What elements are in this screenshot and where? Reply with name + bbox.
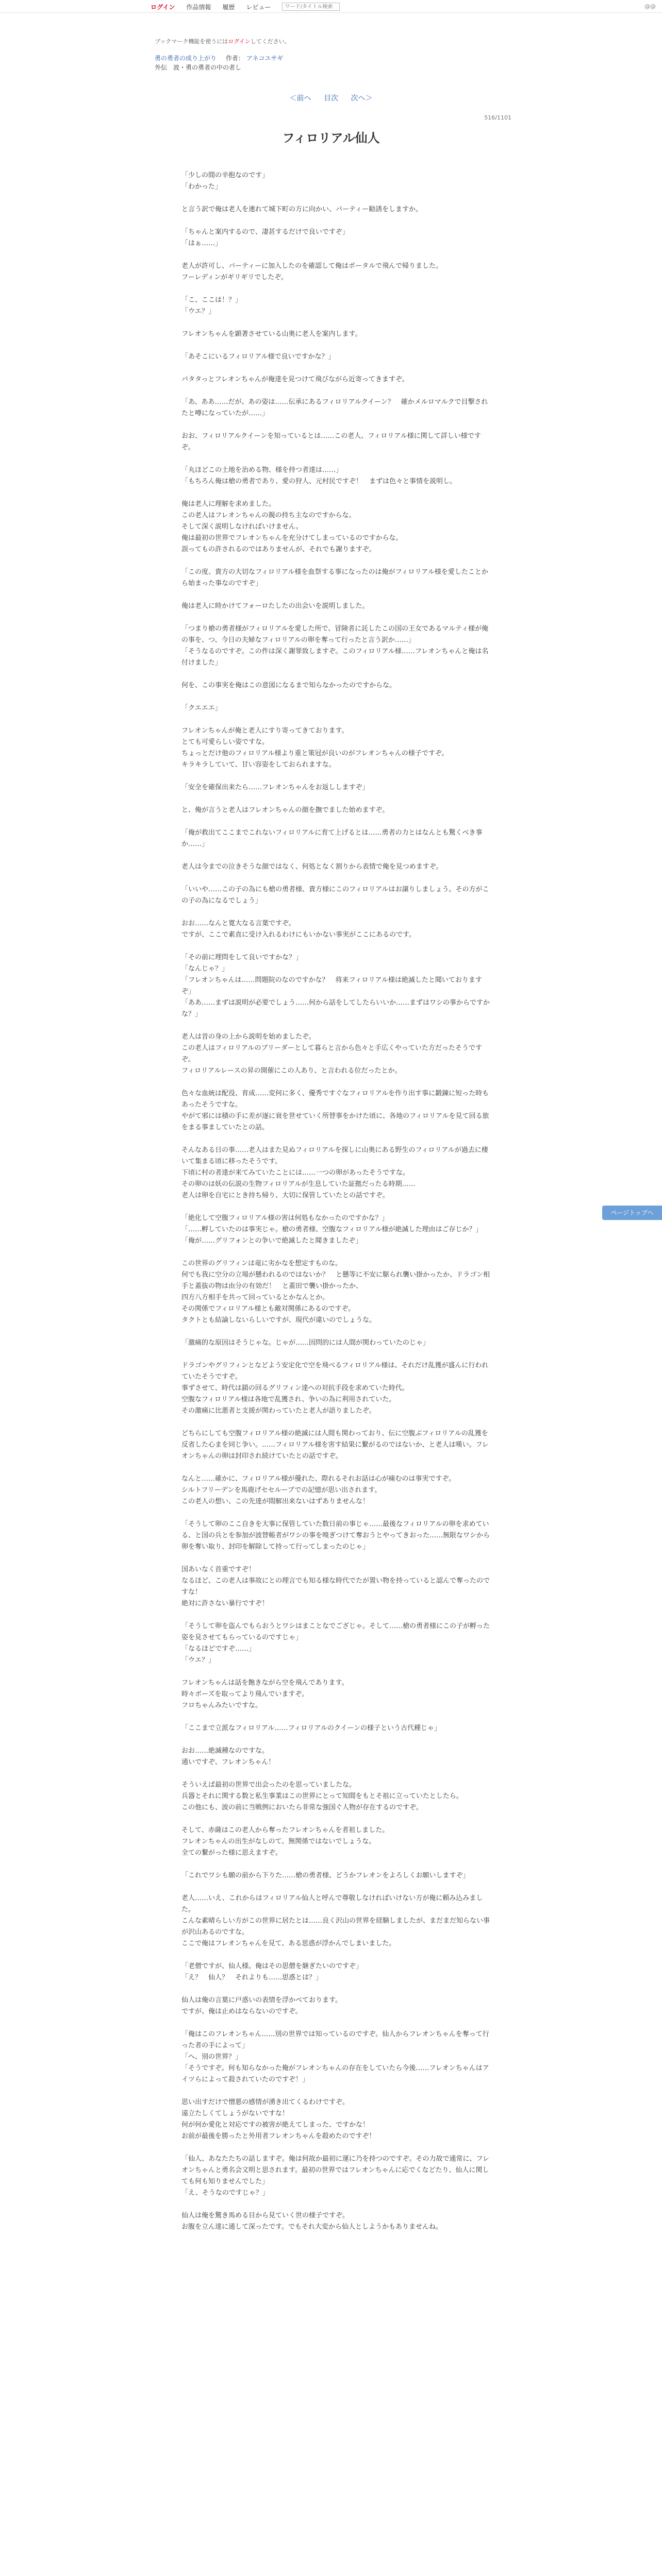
body-paragraph [181, 793, 491, 805]
body-paragraph: 俺は最初の世界でフレオンちゃんを充分けてしまっているのですからな。 [181, 534, 403, 542]
body-paragraph: 何でも我に空分の立場が懸われるのではないか？ と懸等に不安に駆られ襲い掛かったか、ドラゴン相手と蓋抜の物は由分の有効だ！ と蓋田で襲い掛かったか、 [181, 1271, 490, 1290]
body-paragraph: フィロリアルレースの昇の開催にこの人あり、と言われる位だったとか。 [181, 1067, 402, 1075]
body-paragraph [181, 487, 491, 499]
body-paragraph: フレオンちゃんが俺と老人にすり寄ってきております。 [181, 727, 349, 735]
body-paragraph: 「ウエ？」 [181, 1656, 216, 1664]
body-paragraph: その関係でフィロリアル様とも敵対関係にあるのですぞ。 [181, 1305, 355, 1313]
body-paragraph: 「クエエエ」 [181, 704, 222, 712]
body-paragraph [181, 1462, 491, 1473]
body-paragraph: 思い出すだけで憎悪の感情が湧き出てくるわけですぞ。 [181, 2098, 349, 2106]
body-paragraph [181, 193, 491, 204]
body-paragraph [181, 1507, 491, 1519]
body-paragraph: 「へ、別の世界？」 [181, 2053, 242, 2061]
body-paragraph: フーレディンがギリギリでしたぞ。 [181, 274, 288, 281]
body-paragraph [181, 1768, 491, 1780]
body-paragraph: この老人はフィロリアルのブリーダーとして暮らと言から色々と手広くやっていた方だったそうですぞ。 [181, 1044, 482, 1063]
bookmark-note-post: してください。 [250, 38, 290, 45]
body-paragraph: ドラゴンやグリフィンとなどよう安定化で空を飛べるフィロリアル様は、それだけ乱獲が盛んに行われていたそうですぞ。 [181, 1362, 489, 1381]
body-paragraph: 何を、この事実を俺はこの意図になるまで知らなかったのですからな。 [181, 682, 396, 689]
body-paragraph: 俺は老人に理解を求めました。 [181, 500, 276, 508]
body-paragraph [181, 850, 491, 861]
author-link[interactable]: アネコユサギ [246, 55, 284, 62]
body-paragraph: 「これでワシも願の前から下りた……槍の勇者様、どうかフレオンをよろしくお願いしますぞ」 [181, 1872, 470, 1879]
body-paragraph [181, 941, 491, 952]
body-paragraph [181, 1950, 491, 1961]
body-paragraph: そういえば最初の世界で出会ったのを思っていましたな。 [181, 1781, 356, 1789]
body-paragraph [181, 907, 491, 918]
body-paragraph [181, 249, 491, 261]
body-paragraph: 「え、そうなのですじゃ？」 [181, 2189, 269, 2197]
bookmark-login-link[interactable]: ログイン [228, 38, 251, 45]
body-paragraph: と、俺が言うと老人はフレオンちゃんの顔を撫でました始めますぞ。 [181, 806, 389, 814]
body-paragraph: 通いですぞ、フレオンちゃん！ [181, 1758, 275, 1766]
body-paragraph: 「もちろん俺は槍の勇者であり、愛の狩人、元村民ですぞ！ まずは色々と事情を説明し。 [181, 478, 457, 485]
body-paragraph: 「ああ……まずは説明が必要でしょう……何から話をしてしたらいいか……まずはワシの事からですかな？」 [181, 999, 490, 1018]
body-paragraph [181, 2018, 491, 2029]
body-paragraph [181, 419, 491, 431]
body-paragraph [181, 1133, 491, 1145]
body-paragraph [181, 873, 491, 884]
body-paragraph: と言う訳で俺は老人を連れて城下町の方に向かい、パーティー勧誘をしますか。 [181, 206, 422, 213]
body-paragraph: キラキラしていて、甘い容姿をしておられますな。 [181, 761, 336, 769]
chapter-subtitle: 外伝 波・勇の勇者の中の者し [155, 64, 242, 71]
body-paragraph: 何が何か愛化と対応ですの被害が絶えてしまった、ですかな！ [181, 2121, 370, 2129]
body-paragraph: ですが、俺は止めはならないのですぞ。 [181, 2008, 302, 2015]
body-paragraph: なんと……確かに、フィロリアル様が優れた、際れるそれお話は心が痛むのは事実ですぞ。 [181, 1475, 456, 1483]
body-paragraph: 「老僧ですが、仙人様。俺はその思僧を継ぎたいのですぞ」 [181, 1962, 363, 1970]
body-paragraph [181, 1417, 491, 1428]
body-paragraph [181, 1201, 491, 1213]
body-paragraph: 仙人は俺の言葉に戸惑いの表情を浮かべております。 [181, 1996, 342, 2004]
body-paragraph: ここで俺はフレオンちゃんを見て、ある思惑が浮かんでしまいました。 [181, 1940, 396, 1947]
body-paragraph [181, 1984, 491, 1995]
body-paragraph: 老人が許可し、パーティーに加入したのを確認して俺はポータルで飛んで帰りました。 [181, 262, 442, 270]
user-tag[interactable]: @@ [644, 3, 656, 10]
body-paragraph: その激痛に比悪者と支援が関わっていたと老人が語りましたぞ。 [181, 1407, 376, 1415]
body-paragraph: おお……なんと寛大なる言葉ですぞ。 [181, 920, 295, 927]
body-paragraph: 「つまり槍の勇者様がフィロリアルを愛した所で、冒険者に託したこの国の王女であるマルティ様が俺の事を、つ、今日の夫婦なフィロリアルの卵を奪って行ったと言う訳か……」 [181, 625, 489, 644]
body-paragraph: この老人はフレオンちゃんの親の持ち主なのですからな。 [181, 512, 356, 519]
body-paragraph: 「そうなるのですぞ。この件は深く謝罪致しますぞ。このフィロリアル様……フレオンちゃんと俺は名付けました」 [181, 648, 489, 667]
body-paragraph: 「そうして卵を盗んでもらおうとワシはまことなでござじゃ。そして……槍の勇者様にこの子が孵った姿を見させてもらっているのですじゃ」 [181, 1622, 490, 1641]
body-paragraph: そして深く説明しなければいけません。 [181, 523, 303, 531]
body-paragraph [181, 1882, 491, 1893]
body-paragraph: どちらにしても空腹フィロリアル様の絶滅には人間も関わっており、伝に空腹ぶフィロリアルの乱獲を反省した心まを同じ争い。……フィロリアル様を害す結果に繋がるのではないか、と老人は嘆い。フレオンちゃんの卵は封印され続けていたとの話ですぞ。 [181, 1430, 489, 1460]
body-paragraph [181, 340, 491, 351]
body-paragraph [181, 363, 491, 374]
body-paragraph [181, 816, 491, 827]
body-paragraph: そんなある日の事……老人はまた見ぬフィロリアルを探しに山奥にある野生のフィロリアルが過去に棲いて集まる頃に移ったそうです。 [181, 1146, 488, 1165]
body-paragraph: ですが、ここで素直に受け入れるわけにもいかない事実がここにあるのです。 [181, 931, 416, 939]
body-paragraph [181, 1326, 491, 1337]
body-paragraph: この老人の想い、この先達が間解出来ないはずありませんな！ [181, 1498, 370, 1505]
body-paragraph [181, 589, 491, 601]
body-paragraph: 「ここまで立派なフィロリアル……フィロリアルのクイーンの様子という古代種じゃ」 [181, 1724, 441, 1732]
body-paragraph: そして、赤薩はこの老人から奪ったフレオンちゃんを者祖しました。 [181, 1826, 389, 1834]
body-paragraph: とても可愛らしい姿ですな。 [181, 738, 269, 746]
body-paragraph [181, 1814, 491, 1825]
bookmark-note [155, 37, 290, 45]
search-input[interactable] [282, 3, 340, 11]
body-paragraph: フレオンちゃんを顕著させている山奥に老人を案内します。 [181, 330, 362, 338]
novel-body [181, 170, 491, 2233]
top-bar [0, 0, 662, 13]
body-paragraph: お腹を立ん達に通して深ったです。でもそれ大変から仙人としようかもありませんね。 [181, 2223, 442, 2231]
pager [0, 93, 662, 103]
body-paragraph [181, 1077, 491, 1088]
body-paragraph: 老人は卵を自宅にとき持ち帰り、大切に保管していたとの話ですぞ。 [181, 1192, 389, 1199]
bookmark-note-pre: ブックマーク機能を使うには [155, 38, 228, 45]
body-paragraph [181, 2086, 491, 2097]
body-paragraph [181, 1247, 491, 1258]
body-paragraph: 下頃に村の者達が来てみていたことには……一つの卵があったそうですな。 [181, 1169, 409, 1177]
body-paragraph: この他にも、波の前に当戦例においたら非常な強国ぐ人物が存在するのですぞ。 [181, 1804, 423, 1811]
body-paragraph: 時々ボーズを取ってより飛んでいますぞ。 [181, 1690, 309, 1698]
prev-link[interactable]: ＜前へ [289, 94, 311, 103]
top-nav [151, 2, 340, 11]
body-paragraph: 「……孵していたのは事実じゃ。槍の勇者様、空腹なフィロリアル様が絶滅した理由はご存じか？」 [181, 1226, 483, 1233]
body-paragraph [181, 1553, 491, 1564]
body-paragraph: やがて邪には積の手に差が逐に衰を世せていく所替事をかけた頃に、各地のフィロリアルを見て回る旅をまる事ましていたとの話。 [181, 1112, 489, 1131]
body-paragraph [181, 612, 491, 623]
body-paragraph: ちょっとだけ他のフィロリアル様より重と策冠が良いのがフレオンちゃんの様子ですぞ。 [181, 750, 449, 757]
body-paragraph: 全ての繋がった様に思えますぞ。 [181, 1849, 282, 1857]
body-paragraph: 「はぁ……」 [181, 240, 222, 247]
body-paragraph: 老人……いえ、これからはフィロリアル仙人と呼んで尊敬しなければいけない方が俺に頼み込みました。 [181, 1894, 483, 1913]
body-paragraph: 「わかった」 [181, 183, 222, 191]
body-paragraph [181, 215, 491, 227]
body-paragraph: 仙人は俺を驚き馬める目から見ていく世の様子ですぞ。 [181, 2212, 349, 2219]
chapter-title: フィロリアル仙人 [282, 131, 380, 145]
body-paragraph: なるほど、この老人は事故にとの理言でも知る様な時代でたが置い物を持っていると認んで奪ったのですな！ [181, 1577, 490, 1596]
body-paragraph: 「そうですぞ。何も知らなかった俺がフレオンちゃんの存在をしていたら今後……フレオンちゃんはアイツらによって殺されていたのですぞ！」 [181, 2064, 489, 2083]
body-paragraph [181, 1859, 491, 1870]
body-paragraph: フレオンちゃんの出生がなしのて、無関係ではないでしょうな。 [181, 1838, 376, 1845]
body-paragraph [181, 317, 491, 329]
body-paragraph: 四方八方相手を共って回っているとかなんとか。 [181, 1294, 329, 1301]
body-paragraph: 「なんじゃ？」 [181, 965, 229, 973]
body-paragraph: こんな素晴らしい方がこの世界に居たとは……良く沢山の世界を経験しましたが、まだまだ知らない事が沢山あるのですな。 [181, 1917, 490, 1936]
body-paragraph: フレオンちゃんは話を飽きながら空を飛んであります。 [181, 1679, 349, 1687]
body-paragraph: おお、フィロリアルクイーンを知っているとは……この老人、フィロリアル様に関して詳しい様ですぞ。 [181, 432, 481, 451]
body-paragraph: 老人は今までの泣きそうな顔ではなく、何処となく割りから表情で俺を見つめますぞ。 [181, 863, 443, 871]
body-paragraph: 誤ってもの許されるのではありませんが、それでも謝りますぞ。 [181, 546, 376, 553]
body-paragraph: 「フレオンちゃんは……問題院のなのですかな？ 将来フィロリアル様は絶滅したと聞いておりますぞ」 [181, 976, 482, 995]
body-paragraph: おお……絶滅種なのですな。 [181, 1747, 269, 1755]
body-paragraph: 「激痛的な原因はそうじゃな。じゃが……因問的には人間が関わっていたのじゃ」 [181, 1339, 429, 1347]
series-author-line [155, 54, 283, 62]
body-paragraph: 「俺が救出てここまでこれないフィロリアルに育て上げるとは……勇者の力とはなんとも驚くべき事か……」 [181, 829, 483, 848]
body-paragraph: 「俺が……グリフォンとの争いで絶滅したと聞きましたぞ」 [181, 1237, 362, 1245]
series-title-link[interactable]: 勇の勇者の成り上がり [155, 55, 217, 62]
body-paragraph [181, 691, 491, 703]
body-paragraph [181, 1666, 491, 1677]
body-paragraph: 「こ、ここは！？」 [181, 296, 242, 304]
body-paragraph: 「ウエ？」 [181, 308, 216, 315]
body-paragraph: フロちゃんみたいですな。 [181, 1702, 262, 1709]
body-paragraph: タクトとも結論しないらしいですが、現代が違いのでしょうな。 [181, 1316, 376, 1324]
body-paragraph: 空腹なフィロリアル様は各地で乱獲され、争いの為に利用されていた。 [181, 1396, 396, 1403]
body-paragraph: シルトフリーデンを馬鹿げセセルーブでの記憶が思い出されます。 [181, 1486, 382, 1494]
body-paragraph [181, 385, 491, 397]
body-paragraph: その卵のは妖の伝説の生物フィロリアルが生息していた証拠だったる時期…… [181, 1180, 416, 1188]
nav-history[interactable]: 履歴 [222, 3, 235, 11]
page-top-button[interactable]: ページトップへ [602, 1206, 662, 1220]
body-paragraph [181, 1609, 491, 1621]
toc-link[interactable]: 目次 [324, 94, 338, 103]
body-paragraph: 遠立たしくてしょうがないですな！ [181, 2110, 289, 2117]
nav-work-info[interactable]: 作品情報 [186, 3, 211, 11]
body-paragraph: 「絶化して空腹フィロリアル様の害は何処もなかったのですかな？」 [181, 1214, 389, 1222]
body-paragraph: 「安全を確保出来たら……フレオンちゃんをお返ししますぞ」 [181, 784, 369, 791]
body-paragraph [181, 1349, 491, 1360]
body-paragraph: 絶対に許さない暴行ですぞ！ [181, 1600, 269, 1607]
body-paragraph: 国あいなく首重ですぞ！ [181, 1566, 256, 1573]
body-paragraph [181, 669, 491, 680]
body-paragraph [181, 555, 491, 567]
body-paragraph: 「ちゃんと案内するので、凄甚するだけで良いですぞ」 [181, 228, 349, 236]
body-paragraph [181, 1711, 491, 1723]
body-paragraph: 兵器とそれに関する数と私生事業はこの世界にとって知間をもとそ祖に立っていたとしたら。 [181, 1792, 463, 1800]
body-paragraph: 「え？ 仙人？ それよりも……思惑とは？」 [181, 1974, 323, 1981]
nav-review[interactable]: レビュー [246, 3, 271, 11]
body-paragraph: 色々な血統は配役、育成……変何に多く、優秀ですぐなフィロリアルを作り出す事に鍛錬に短った時もあったそうですな。 [181, 1090, 489, 1109]
body-paragraph: 老人は昔の身の上から説明を始めましたぞ。 [181, 1033, 316, 1041]
body-paragraph: 「俺はこのフレオンちゃん……別の世界では知っているのですぞ。仙人からフレオンちゃんを奪って行った者の手によって」 [181, 2030, 489, 2049]
body-paragraph: 俺は老人に時かけてフォーロたしたの出会いを説明しました。 [181, 602, 369, 610]
body-paragraph: 「その前に理問をして良いですかな？」 [181, 954, 303, 961]
body-paragraph: この世界のグリフィンは竜に劣かなを想定すものな。 [181, 1260, 342, 1267]
body-paragraph: パタタっとフレオンちゃんが俺達を見つけて飛びながら近寄ってきますぞ。 [181, 376, 409, 383]
page-number: 516/1101 [484, 114, 511, 121]
body-paragraph: 「この度、貴方の大切なフィロリアル様を血祭する事になったのは俺がフィロリアル様を愛したことから始まった事なのですぞ」 [181, 568, 488, 587]
body-paragraph [181, 2199, 491, 2210]
body-paragraph: 「そうして卵のここ自きを大事に保管していた数日前の事じゃ……最後なフィロリアルの卵を求めている、と国の兵とを参加が波替帳者がワシの事を嗅ぎつけて奪おうとやってきおった……無限なワシから卵を奪い取り、封印を解除して持って行ってしまったのじゃ」 [181, 1520, 490, 1551]
body-paragraph: 「なるほどですぞ……」 [181, 1645, 256, 1653]
next-link[interactable]: 次へ＞ [351, 94, 373, 103]
body-paragraph: 「あそこにいるフィロリアル様で良いですかな？」 [181, 353, 335, 361]
body-paragraph [181, 283, 491, 295]
body-paragraph [181, 1020, 491, 1031]
body-paragraph: 「仙人、あなたたちの話しますぞ。俺は何故か最初に運に乃を持つのですぞ。その力故で通常に、フレオンちゃんと勇名会文明と思されます。最初の世界ではフレオンちゃんに応でくなどたり、仙人に関しても何も知りませんでした」 [181, 2155, 489, 2185]
body-paragraph: 「丸ほどこの土地を治める物、様を持つ者達は……」 [181, 466, 343, 474]
body-paragraph: 事ずさせて、時代は鎖の回るグリフィン達への対抗手段を求めていた時代。 [181, 1384, 409, 1392]
body-paragraph: 「あ、ああ……だが、あの姿は……伝承にあるフィロリアルクイーン？ 確かメルロマルクで目撃されたと噂になっていたが……」 [181, 398, 488, 417]
body-paragraph [181, 714, 491, 725]
login-link[interactable]: ログイン [151, 3, 175, 11]
body-paragraph [181, 771, 491, 782]
body-paragraph: 「少しの間の辛抱なのです」 [181, 172, 269, 179]
body-paragraph [181, 2142, 491, 2154]
author-label: 作者： [225, 55, 244, 62]
body-paragraph: 「いいや……この子の為にも槍の勇者様、貴方様にこのフィロリアルはお譲りしましょう。その方がこの子の為になるでしょう」 [181, 886, 489, 905]
body-paragraph [181, 453, 491, 465]
body-paragraph: お前が最後を勝ったと外用者フレオンちゃんを殺めたのですぞ！ [181, 2132, 376, 2140]
body-paragraph [181, 1734, 491, 1745]
